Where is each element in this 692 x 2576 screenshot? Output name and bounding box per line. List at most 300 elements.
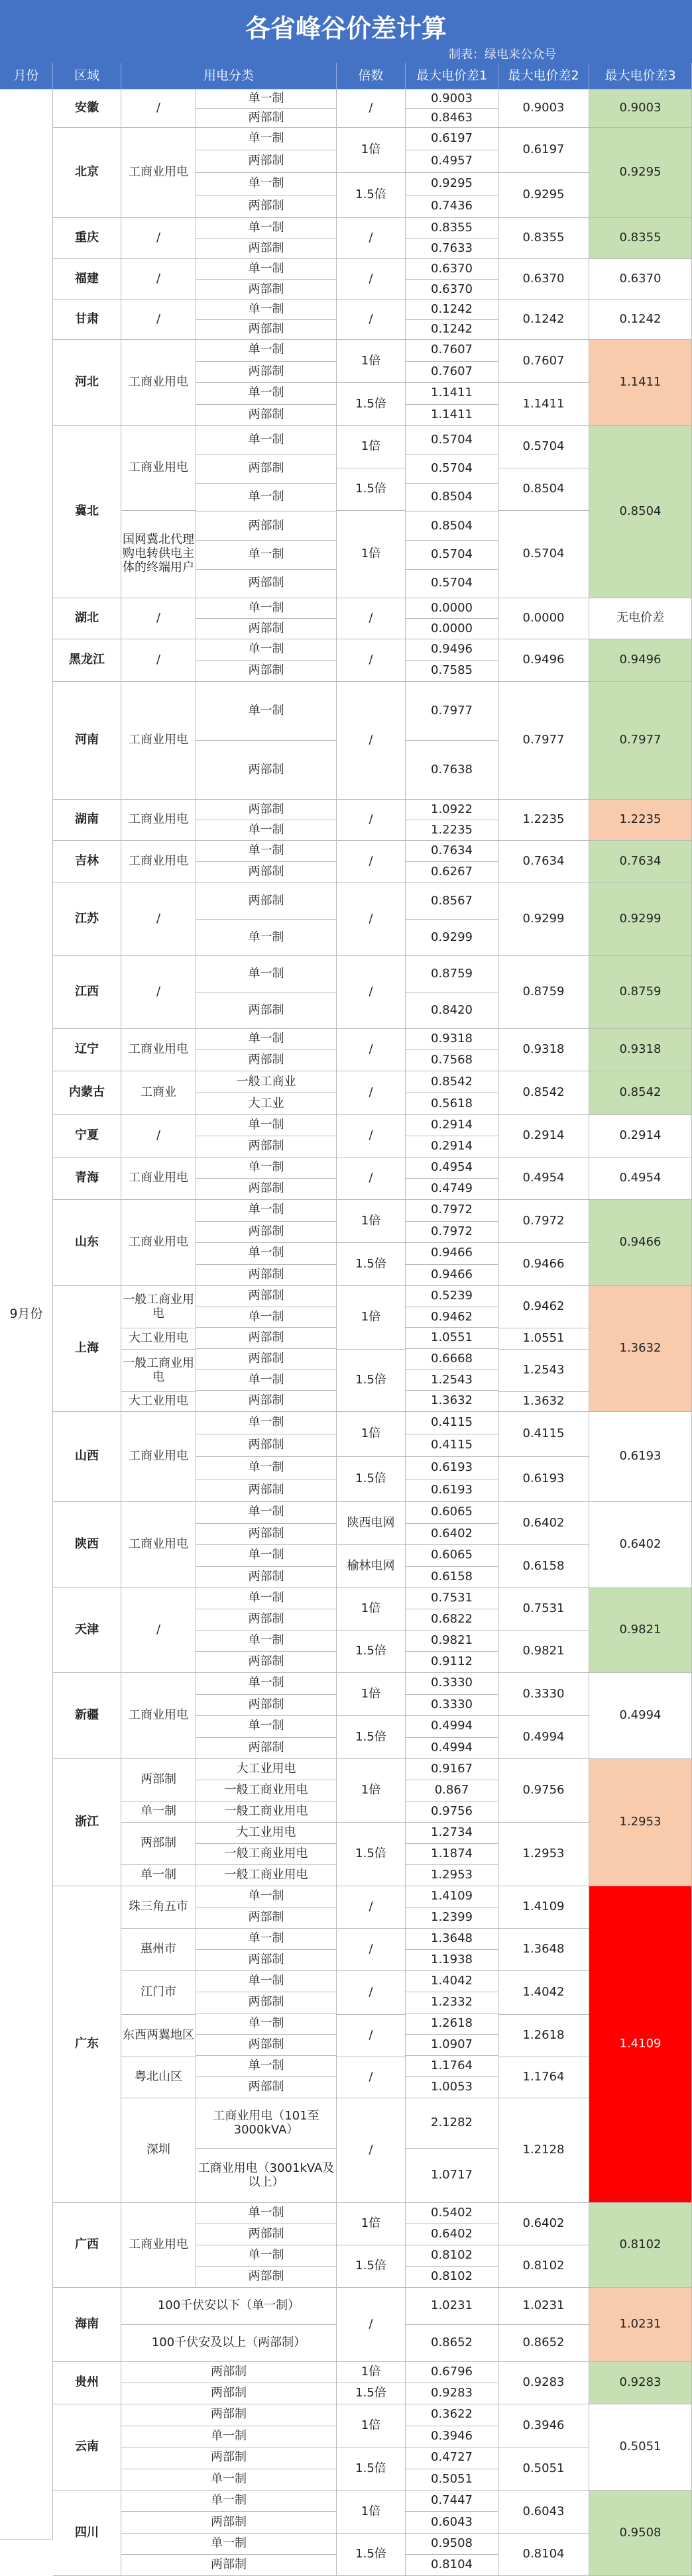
price-diff-1-cell: 0.9462 [406, 1307, 498, 1328]
price-diff-2-cell: 1.2953 [498, 1823, 589, 1886]
rate-type-cell: 两部制 [196, 512, 337, 541]
price-diff-2-cell: 0.8104 [498, 2534, 589, 2576]
price-diff-3-cell: 1.4109 [589, 1886, 692, 2203]
multiplier-cell: / [337, 1115, 406, 1157]
category-cell: 工商业用电 [121, 841, 196, 883]
rate-type-cell: 两部制 [196, 1265, 337, 1287]
header-cell: 最大电价差1 [406, 63, 498, 89]
price-diff-3-cell: 0.9508 [589, 2491, 692, 2576]
price-diff-2-cell: 0.9295 [498, 173, 589, 218]
price-diff-1-cell: 0.6796 [406, 2362, 498, 2383]
price-diff-2-cell: 0.3330 [498, 1673, 589, 1716]
category-cell: 工商业用电 [121, 1673, 196, 1759]
header-cell: 月份 [0, 63, 53, 89]
rate-type-cell: 单一制 [196, 2245, 337, 2267]
price-diff-1-cell: 0.0000 [406, 598, 498, 619]
price-diff-1-cell: 1.0717 [406, 2149, 498, 2203]
price-diff-1-cell: 0.6043 [406, 2512, 498, 2533]
price-diff-1-cell: 0.4749 [406, 1179, 498, 1200]
price-diff-1-cell: 0.9508 [406, 2534, 498, 2555]
price-diff-1-cell: 0.1242 [406, 320, 498, 340]
price-diff-2-cell: 1.4109 [498, 1886, 589, 1929]
rate-type-cell: 一般工商业用电 [196, 1844, 337, 1865]
multiplier-cell: 1倍 [337, 511, 406, 598]
price-diff-1-cell: 0.6402 [406, 2224, 498, 2245]
category-cell: / [121, 89, 196, 128]
price-diff-2-cell: 0.6193 [498, 1457, 589, 1502]
region-cell: 吉林 [53, 841, 121, 883]
shenzhen-class-cell: 工商业用电（101至3000kVA） [196, 2098, 337, 2149]
rate-type-cell: 单一制 [121, 2469, 337, 2491]
rate-type-cell: 两部制 [196, 1652, 337, 1673]
region-cell: 湖北 [53, 598, 121, 639]
rate-type-cell: 两部制 [196, 320, 337, 340]
header-cell: 倍数 [337, 63, 406, 89]
rate-type-cell: 两部制 [196, 883, 337, 920]
rate-type-cell: 两部制 [196, 455, 337, 483]
category-cell: 工商业用电 [121, 426, 196, 511]
subregion-cell: 惠州市 [121, 1929, 196, 1971]
multiplier-cell: / [337, 2098, 406, 2203]
price-diff-1-cell: 0.8759 [406, 956, 498, 993]
rate-type-cell: 单一制 [196, 426, 337, 455]
region-cell: 重庆 [53, 218, 121, 259]
price-diff-1-cell: 0.6822 [406, 1609, 498, 1631]
price-diff-2-cell: 0.9496 [498, 639, 589, 682]
multiplier-cell: / [337, 1929, 406, 1971]
multiplier-cell: 1倍 [337, 2362, 406, 2383]
region-cell: 广东 [53, 1886, 121, 2203]
price-diff-1-cell: 0.3330 [406, 1695, 498, 1717]
multiplier-cell: 1倍 [337, 2491, 406, 2534]
price-diff-3-cell: 0.9496 [589, 639, 692, 682]
price-diff-3-cell: 0.9318 [589, 1029, 692, 1071]
price-diff-1-cell: 0.5704 [406, 570, 498, 598]
price-diff-1-cell: 1.2734 [406, 1823, 498, 1844]
subregion-cell: 江门市 [121, 1971, 196, 2015]
region-cell: 江苏 [53, 883, 121, 956]
rate-type-cell: 100千伏安以下（单一制） [121, 2288, 337, 2325]
price-diff-2-cell: 0.5704 [498, 426, 589, 468]
rate-type-cell: 两部制 [196, 1349, 337, 1370]
rate-type-cell: 两部制 [196, 862, 337, 883]
category-cell: 单一制 [121, 1865, 196, 1886]
price-diff-1-cell: 0.2914 [406, 1136, 498, 1157]
rate-type-cell: 单一制 [196, 1886, 337, 1907]
price-diff-1-cell: 0.4115 [406, 1434, 498, 1457]
price-diff-1-cell: 0.3330 [406, 1673, 498, 1695]
subregion-cell: 深圳 [121, 2098, 196, 2203]
category-cell: / [121, 1588, 196, 1673]
price-diff-1-cell: 0.5402 [406, 2203, 498, 2224]
multiplier-cell: 陕西电网 [337, 1502, 406, 1545]
rate-type-cell: 两部制 [196, 1136, 337, 1157]
price-diff-1-cell: 0.8542 [406, 1071, 498, 1093]
category-cell: 工商业用电 [121, 1502, 196, 1588]
rate-type-cell: 一般工商业用电 [196, 1780, 337, 1801]
rate-type-cell: 两部制 [196, 570, 337, 598]
price-diff-3-cell: 0.7977 [589, 682, 692, 800]
multiplier-cell: 1倍 [337, 1286, 406, 1350]
subregion-cell: 东西两翼地区 [121, 2015, 196, 2057]
header-cell: 区域 [53, 63, 121, 89]
rate-type-cell: 单一制 [196, 1370, 337, 1391]
category-cell: / [121, 300, 196, 340]
price-diff-3-cell: 0.8759 [589, 956, 692, 1029]
price-diff-1-cell: 0.7638 [406, 741, 498, 800]
region-cell: 北京 [53, 128, 121, 218]
rate-type-cell: 两部制 [196, 2224, 337, 2245]
multiplier-cell: / [337, 1029, 406, 1071]
price-diff-1-cell: 0.7568 [406, 1050, 498, 1071]
price-diff-1-cell: 1.1874 [406, 1844, 498, 1865]
price-diff-1-cell: 1.1411 [406, 383, 498, 405]
price-diff-3-cell: 无电价差 [589, 598, 692, 639]
region-cell: 福建 [53, 259, 121, 300]
price-diff-1-cell: 1.1938 [406, 1950, 498, 1971]
price-diff-3-cell: 0.9299 [589, 883, 692, 956]
price-diff-3-cell: 0.5051 [589, 2404, 692, 2491]
region-cell: 陕西 [53, 1502, 121, 1588]
multiplier-cell: 1倍 [337, 1412, 406, 1457]
rate-type-cell: 两部制 [196, 150, 337, 173]
price-diff-1-cell: 1.4042 [406, 1971, 498, 1992]
multiplier-cell: 1.5倍 [337, 1350, 406, 1412]
price-diff-1-cell: 0.8504 [406, 512, 498, 541]
rate-type-cell: 大工业用电 [196, 1823, 337, 1844]
rate-type-cell: 两部制 [196, 2035, 337, 2056]
price-diff-2-cell: 0.6158 [498, 1545, 589, 1588]
multiplier-cell: / [337, 218, 406, 259]
rate-type-cell: 两部制 [121, 2555, 337, 2576]
rate-type-cell: 单一制 [196, 1588, 337, 1609]
rate-type-cell: 100千伏安及以上（两部制） [121, 2325, 337, 2362]
category-cell: 大工业用电 [121, 1392, 196, 1412]
rate-type-cell: 单一制 [196, 259, 337, 280]
price-diff-2-cell: 0.7531 [498, 1588, 589, 1631]
rate-type-cell: 单一制 [196, 1971, 337, 1992]
price-diff-1-cell: 0.7634 [406, 841, 498, 862]
price-diff-3-cell: 0.9003 [589, 89, 692, 128]
price-diff-2-cell: 1.3632 [498, 1392, 589, 1412]
multiplier-cell: / [337, 1071, 406, 1115]
multiplier-cell: / [337, 682, 406, 800]
price-diff-1-cell: 0.9821 [406, 1631, 498, 1652]
region-cell: 云南 [53, 2404, 121, 2491]
category-cell: / [121, 259, 196, 300]
rate-type-cell: 单一制 [196, 1029, 337, 1050]
shenzhen-class-cell: 工商业用电（3001kVA及以上） [196, 2149, 337, 2203]
rate-type-cell: 单一制 [196, 2013, 337, 2035]
price-diff-2-cell: 0.6197 [498, 128, 589, 173]
price-diff-1-cell: 1.3632 [406, 1391, 498, 1412]
price-diff-1-cell: 1.4109 [406, 1886, 498, 1907]
rate-type-cell: 两部制 [121, 2362, 337, 2383]
rate-type-cell: 两部制 [196, 1050, 337, 1071]
rate-type-cell: 两部制 [196, 109, 337, 128]
multiplier-cell: / [337, 300, 406, 340]
price-diff-1-cell: 0.5704 [406, 541, 498, 569]
region-cell: 内蒙古 [53, 1071, 121, 1115]
price-diff-1-cell: 0.6193 [406, 1457, 498, 1479]
rate-type-cell: 单一制 [196, 1157, 337, 1179]
rate-type-cell: 单一制 [196, 300, 337, 320]
price-diff-1-cell: 0.7972 [406, 1222, 498, 1244]
rate-type-cell: 单一制 [196, 484, 337, 512]
price-diff-2-cell: 0.6402 [498, 2203, 589, 2245]
rate-type-cell: 两部制 [196, 1524, 337, 1546]
price-diff-2-cell: 0.3946 [498, 2404, 589, 2447]
category-cell: / [121, 956, 196, 1029]
rate-type-cell: 单一制 [196, 128, 337, 150]
rate-type-cell: 单一制 [196, 340, 337, 362]
price-diff-1-cell: 0.8504 [406, 484, 498, 512]
multiplier-cell: / [337, 639, 406, 682]
price-diff-3-cell: 1.2953 [589, 1759, 692, 1886]
price-diff-1-cell: 0.6668 [406, 1349, 498, 1370]
header-cell: 用电分类 [121, 63, 337, 89]
price-diff-1-cell: 1.2235 [406, 820, 498, 841]
region-cell: 广西 [53, 2203, 121, 2288]
price-diff-2-cell: 0.9756 [498, 1759, 589, 1823]
price-diff-1-cell: 1.2953 [406, 1865, 498, 1886]
price-diff-2-cell: 0.0000 [498, 598, 589, 639]
rate-type-cell: 大工业用电 [196, 1759, 337, 1780]
multiplier-cell: 1.5倍 [337, 1457, 406, 1502]
price-diff-2-cell: 0.9283 [498, 2362, 589, 2404]
price-diff-1-cell: 0.6370 [406, 280, 498, 300]
rate-type-cell: 两部制 [196, 405, 337, 427]
price-diff-2-cell: 0.8102 [498, 2245, 589, 2288]
category-cell: 大工业用电 [121, 1328, 196, 1350]
price-diff-1-cell: 0.9167 [406, 1759, 498, 1780]
rate-type-cell: 单一制 [196, 173, 337, 195]
price-diff-2-cell: 0.8355 [498, 218, 589, 259]
rate-type-cell: 单一制 [196, 841, 337, 862]
rate-type-cell: 大工业 [196, 1093, 337, 1115]
price-diff-2-cell: 0.7977 [498, 682, 589, 800]
price-diff-3-cell: 0.8542 [589, 1071, 692, 1115]
category-cell: / [121, 639, 196, 682]
multiplier-cell: / [337, 956, 406, 1029]
region-cell: 甘肃 [53, 300, 121, 340]
price-diff-1-cell: 1.1764 [406, 2056, 498, 2077]
rate-type-cell: 一般工商业用电 [196, 1801, 337, 1823]
price-diff-1-cell: 0.9295 [406, 173, 498, 195]
price-diff-1-cell: 0.9318 [406, 1029, 498, 1050]
region-cell: 新疆 [53, 1673, 121, 1759]
price-diff-2-cell: 0.2914 [498, 1115, 589, 1157]
category-cell: 国网冀北代理购电转供电主体的终端用户 [121, 511, 196, 598]
category-cell: 工商业用电 [121, 1412, 196, 1502]
price-diff-3-cell: 0.6402 [589, 1502, 692, 1588]
rate-type-cell: 单一制 [196, 218, 337, 239]
subregion-cell: 粤北山区 [121, 2057, 196, 2098]
price-diff-1-cell: 1.2618 [406, 2013, 498, 2035]
multiplier-cell: 1.5倍 [337, 1716, 406, 1759]
rate-type-cell: 单一制 [196, 956, 337, 993]
multiplier-cell: 1.5倍 [337, 2383, 406, 2404]
rate-type-cell: 单一制 [196, 89, 337, 109]
price-diff-1-cell: 0.2914 [406, 1115, 498, 1136]
rate-type-cell: 两部制 [196, 280, 337, 300]
rate-type-cell: 两部制 [196, 1328, 337, 1349]
rate-type-cell: 单一制 [196, 1673, 337, 1695]
multiplier-cell: 1倍 [337, 1588, 406, 1631]
price-diff-3-cell: 0.7634 [589, 841, 692, 883]
multiplier-cell: / [337, 841, 406, 883]
price-diff-3-cell: 0.9466 [589, 1200, 692, 1286]
multiplier-cell: 1.5倍 [337, 2534, 406, 2576]
price-diff-2-cell: 1.2618 [498, 2015, 589, 2057]
rate-type-cell: 单一制 [196, 1412, 337, 1434]
price-diff-1-cell: 1.1411 [406, 405, 498, 427]
price-diff-1-cell: 0.6065 [406, 1502, 498, 1524]
price-diff-1-cell: 0.7607 [406, 362, 498, 384]
region-cell: 天津 [53, 1588, 121, 1673]
price-diff-2-cell: 0.5051 [498, 2447, 589, 2491]
region-cell: 四川 [53, 2491, 121, 2576]
price-diff-1-cell: 0.5239 [406, 1286, 498, 1307]
region-cell: 上海 [53, 1286, 121, 1412]
price-diff-2-cell: 1.1411 [498, 383, 589, 426]
category-cell: 一般工商业用电 [121, 1286, 196, 1328]
price-diff-1-cell: 1.0922 [406, 800, 498, 820]
rate-type-cell: 两部制 [196, 661, 337, 682]
category-cell: 工商业用电 [121, 340, 196, 426]
rate-type-cell: 单一制 [196, 1502, 337, 1524]
multiplier-cell: 1.5倍 [337, 173, 406, 218]
rate-type-cell: 两部制 [121, 2383, 337, 2404]
price-diff-1-cell: 1.0231 [406, 2288, 498, 2325]
category-cell: 工商业用电 [121, 800, 196, 841]
region-cell: 河北 [53, 340, 121, 426]
price-diff-1-cell: 0.7447 [406, 2491, 498, 2512]
price-diff-3-cell: 0.4954 [589, 1157, 692, 1200]
rate-type-cell: 单一制 [196, 1631, 337, 1652]
price-diff-2-cell: 0.7634 [498, 841, 589, 883]
price-diff-2-cell: 0.1242 [498, 300, 589, 340]
price-diff-1-cell: 0.7972 [406, 1200, 498, 1222]
rate-type-cell: 两部制 [196, 1609, 337, 1631]
rate-type-cell: 两部制 [196, 1950, 337, 1971]
price-diff-2-cell: 1.2543 [498, 1350, 589, 1392]
price-diff-1-cell: 1.3648 [406, 1929, 498, 1950]
price-diff-2-cell: 0.9318 [498, 1029, 589, 1071]
price-diff-1-cell: 0.4115 [406, 1412, 498, 1434]
region-cell: 海南 [53, 2288, 121, 2362]
price-diff-1-cell: 0.5618 [406, 1093, 498, 1115]
rate-type-cell: 单一制 [196, 1457, 337, 1479]
price-diff-1-cell: 0.4954 [406, 1157, 498, 1179]
region-cell: 江西 [53, 956, 121, 1029]
price-diff-1-cell: 0.7633 [406, 239, 498, 259]
rate-type-cell: 单一制 [196, 1200, 337, 1222]
multiplier-cell: / [337, 1157, 406, 1200]
multiplier-cell: 1倍 [337, 1673, 406, 1716]
price-diff-3-cell: 0.2914 [589, 1115, 692, 1157]
price-diff-1-cell: 0.7607 [406, 340, 498, 362]
price-diff-1-cell: 0.5051 [406, 2469, 498, 2491]
price-diff-1-cell: 0.6197 [406, 128, 498, 150]
rate-type-cell: 两部制 [196, 993, 337, 1029]
rate-type-cell: 两部制 [196, 800, 337, 820]
rate-type-cell: 两部制 [196, 1695, 337, 1717]
multiplier-cell: 1倍 [337, 1200, 406, 1243]
price-diff-1-cell: 0.9003 [406, 89, 498, 109]
rate-type-cell: 单一制 [196, 1307, 337, 1328]
category-cell: / [121, 218, 196, 259]
rate-type-cell: 两部制 [196, 1992, 337, 2013]
multiplier-cell: 1倍 [337, 426, 406, 468]
multiplier-cell: / [337, 2288, 406, 2362]
price-diff-1-cell: 0.7531 [406, 1588, 498, 1609]
price-diff-1-cell: 0.8567 [406, 883, 498, 920]
price-diff-1-cell: 0.5704 [406, 455, 498, 483]
category-cell: / [121, 883, 196, 956]
price-diff-1-cell: 0.8652 [406, 2325, 498, 2362]
header-cell: 最大电价差3 [589, 63, 692, 89]
region-cell: 贵州 [53, 2362, 121, 2404]
price-diff-1-cell: 0.7436 [406, 195, 498, 218]
rate-type-cell: 两部制 [196, 195, 337, 218]
rate-type-cell: 单一制 [196, 383, 337, 405]
price-diff-2-cell: 1.2128 [498, 2098, 589, 2203]
price-diff-3-cell: 0.4994 [589, 1673, 692, 1759]
price-diff-2-cell: 0.6043 [498, 2491, 589, 2534]
price-diff-3-cell: 0.8504 [589, 426, 692, 598]
price-diff-2-cell: 0.9466 [498, 1243, 589, 1286]
multiplier-cell: 1倍 [337, 2203, 406, 2245]
region-cell: 河南 [53, 682, 121, 800]
credit-line: 制表：绿电来公众号 [449, 48, 556, 62]
region-cell: 湖南 [53, 800, 121, 841]
category-cell: 单一制 [121, 1801, 196, 1823]
price-diff-2-cell: 1.3648 [498, 1929, 589, 1971]
multiplier-cell: 1.5倍 [337, 383, 406, 426]
rate-type-cell: 单一制 [196, 598, 337, 619]
price-diff-3-cell: 1.1411 [589, 340, 692, 426]
category-cell: 工商业用电 [121, 2203, 196, 2288]
price-diff-2-cell: 1.4042 [498, 1971, 589, 2015]
price-diff-2-cell: 0.4115 [498, 1412, 589, 1457]
rate-type-cell: 单一制 [196, 1545, 337, 1567]
price-diff-1-cell: 0.9466 [406, 1243, 498, 1265]
rate-type-cell: 两部制 [196, 1907, 337, 1929]
price-diff-3-cell: 1.2235 [589, 800, 692, 841]
price-diff-1-cell: 0.9112 [406, 1652, 498, 1673]
category-cell: 工商业用电 [121, 1029, 196, 1071]
title-bar [0, 0, 692, 63]
rate-type-cell: 单一制 [196, 1115, 337, 1136]
price-diff-1-cell: 0.6158 [406, 1567, 498, 1589]
multiplier-cell: / [337, 1971, 406, 2015]
category-cell: / [121, 1115, 196, 1157]
price-diff-1-cell: 0.4994 [406, 1738, 498, 1760]
price-diff-2-cell: 0.8504 [498, 468, 589, 511]
price-diff-2-cell: 0.8759 [498, 956, 589, 1029]
price-diff-1-cell: 1.2399 [406, 1907, 498, 1929]
price-diff-2-cell: 0.5704 [498, 511, 589, 598]
rate-type-cell: 单一制 [196, 541, 337, 569]
price-diff-3-cell: 0.9821 [589, 1588, 692, 1673]
price-diff-1-cell: 1.2332 [406, 1992, 498, 2013]
multiplier-cell: 1倍 [337, 340, 406, 383]
rate-type-cell: 单一制 [121, 2491, 337, 2512]
price-diff-1-cell: 1.2543 [406, 1370, 498, 1391]
rate-type-cell: 单一制 [196, 2203, 337, 2224]
rate-type-cell: 两部制 [196, 1567, 337, 1589]
